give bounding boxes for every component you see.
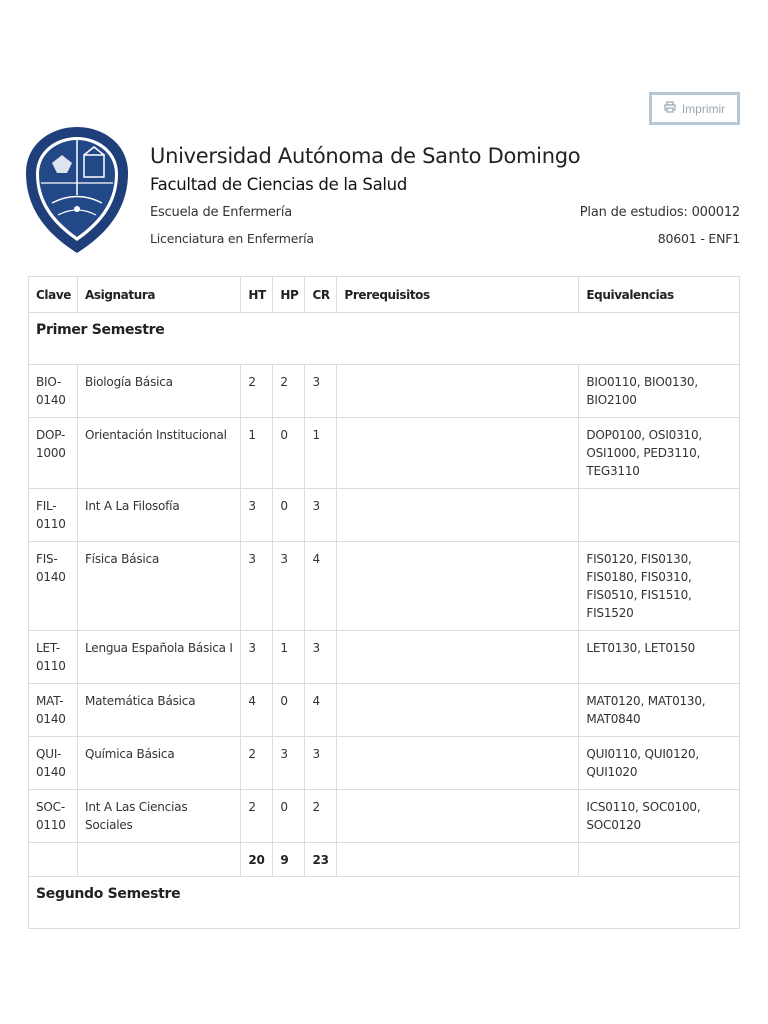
- cell-ht: 3: [241, 542, 273, 631]
- header-hp: HP: [273, 277, 305, 313]
- cell-cr: 2: [305, 790, 337, 843]
- cell-equivalencias: DOP0100, OSI0310, OSI1000, PED3110, TEG3110: [579, 418, 740, 489]
- cell-prerequisitos: [337, 418, 579, 489]
- header-equivalencias: Equivalencias: [579, 277, 740, 313]
- plan-number: Plan de estudios: 000012: [579, 205, 740, 220]
- cell-hp: 1: [273, 631, 305, 684]
- cell-clave: FIL-0110: [29, 489, 78, 542]
- university-name: Universidad Autónoma de Santo Domingo: [150, 144, 581, 168]
- cell-prerequisitos: [337, 489, 579, 542]
- cell-clave: QUI-0140: [29, 737, 78, 790]
- cell-equivalencias: ICS0110, SOC0100, SOC0120: [579, 790, 740, 843]
- cell-clave: SOC-0110: [29, 790, 78, 843]
- cell-cr: 3: [305, 631, 337, 684]
- header-clave: Clave: [29, 277, 78, 313]
- totals-empty-equivalencias: [579, 843, 740, 877]
- cell-ht: 2: [241, 365, 273, 418]
- table-row: [29, 737, 740, 790]
- cell-hp: 0: [273, 790, 305, 843]
- print-button-label: Imprimir: [681, 101, 726, 116]
- totals-empty-clave: [29, 843, 78, 877]
- cell-asignatura: Física Básica: [77, 542, 240, 631]
- cell-asignatura: Lengua Española Básica I: [77, 631, 240, 684]
- study-plan-table: [28, 276, 740, 929]
- cell-hp: 3: [273, 542, 305, 631]
- print-button[interactable]: [649, 92, 740, 125]
- cell-cr: 3: [305, 365, 337, 418]
- school-name: Escuela de Enfermería: [150, 205, 292, 220]
- table-row: [29, 365, 740, 418]
- document-header: [150, 140, 740, 249]
- totals-row: [29, 843, 740, 877]
- cell-prerequisitos: [337, 542, 579, 631]
- cell-ht: 4: [241, 684, 273, 737]
- cell-clave: LET-0110: [29, 631, 78, 684]
- cell-clave: MAT-0140: [29, 684, 78, 737]
- header-asignatura: Asignatura: [77, 277, 240, 313]
- school-row: [150, 205, 740, 223]
- cell-asignatura: Química Básica: [77, 737, 240, 790]
- cell-equivalencias: MAT0120, MAT0130, MAT0840: [579, 684, 740, 737]
- cell-hp: 0: [273, 684, 305, 737]
- cell-asignatura: Matemática Básica: [77, 684, 240, 737]
- cell-ht: 3: [241, 631, 273, 684]
- career-code: 80601 - ENF1: [657, 231, 740, 246]
- cell-equivalencias: BIO0110, BIO0130, BIO2100: [579, 365, 740, 418]
- cell-ht: 1: [241, 418, 273, 489]
- header-ht: HT: [241, 277, 273, 313]
- cell-hp: 3: [273, 737, 305, 790]
- cell-equivalencias: FIS0120, FIS0130, FIS0180, FIS0310, FIS0510, FIS1510, FIS1520: [579, 542, 740, 631]
- cell-asignatura: Int A Las Ciencias Sociales: [77, 790, 240, 843]
- cell-asignatura: Biología Básica: [77, 365, 240, 418]
- cell-prerequisitos: [337, 365, 579, 418]
- cell-hp: 0: [273, 418, 305, 489]
- cell-asignatura: Int A La Filosofía: [77, 489, 240, 542]
- cell-ht: 2: [241, 737, 273, 790]
- cell-ht: 2: [241, 790, 273, 843]
- cell-prerequisitos: [337, 790, 579, 843]
- career-row: [150, 231, 740, 249]
- totals-empty-asignatura: [77, 843, 240, 877]
- total-cr: 23: [305, 843, 337, 877]
- cell-hp: 2: [273, 365, 305, 418]
- cell-hp: 0: [273, 489, 305, 542]
- career-name: Licenciatura en Enfermería: [150, 231, 314, 246]
- cell-cr: 4: [305, 684, 337, 737]
- faculty-name: Facultad de Ciencias de la Salud: [150, 175, 408, 194]
- semester-row: [29, 877, 740, 929]
- cell-prerequisitos: [337, 631, 579, 684]
- cell-equivalencias: LET0130, LET0150: [579, 631, 740, 684]
- semester-title: Primer Semestre: [29, 313, 740, 365]
- header-prerequisitos: Prerequisitos: [337, 277, 579, 313]
- semester-title: Segundo Semestre: [29, 877, 740, 929]
- printer-icon: [664, 101, 676, 116]
- cell-ht: 3: [241, 489, 273, 542]
- totals-empty-prerequisitos: [337, 843, 579, 877]
- table-row: [29, 684, 740, 737]
- table-row: [29, 542, 740, 631]
- cell-cr: 1: [305, 418, 337, 489]
- cell-equivalencias: [579, 489, 740, 542]
- semester-row: [29, 313, 740, 365]
- table-row: [29, 790, 740, 843]
- total-hp: 9: [273, 843, 305, 877]
- cell-asignatura: Orientación Institucional: [77, 418, 240, 489]
- table-header-row: [29, 277, 740, 313]
- table-row: [29, 418, 740, 489]
- cell-equivalencias: QUI0110, QUI0120, QUI1020: [579, 737, 740, 790]
- cell-prerequisitos: [337, 737, 579, 790]
- table-row: [29, 489, 740, 542]
- cell-cr: 3: [305, 737, 337, 790]
- cell-cr: 4: [305, 542, 337, 631]
- header-cr: CR: [305, 277, 337, 313]
- table-row: [29, 631, 740, 684]
- cell-prerequisitos: [337, 684, 579, 737]
- total-ht: 20: [241, 843, 273, 877]
- cell-clave: DOP-1000: [29, 418, 78, 489]
- cell-clave: BIO-0140: [29, 365, 78, 418]
- cell-clave: FIS-0140: [29, 542, 78, 631]
- university-logo: [24, 125, 130, 255]
- cell-cr: 3: [305, 489, 337, 542]
